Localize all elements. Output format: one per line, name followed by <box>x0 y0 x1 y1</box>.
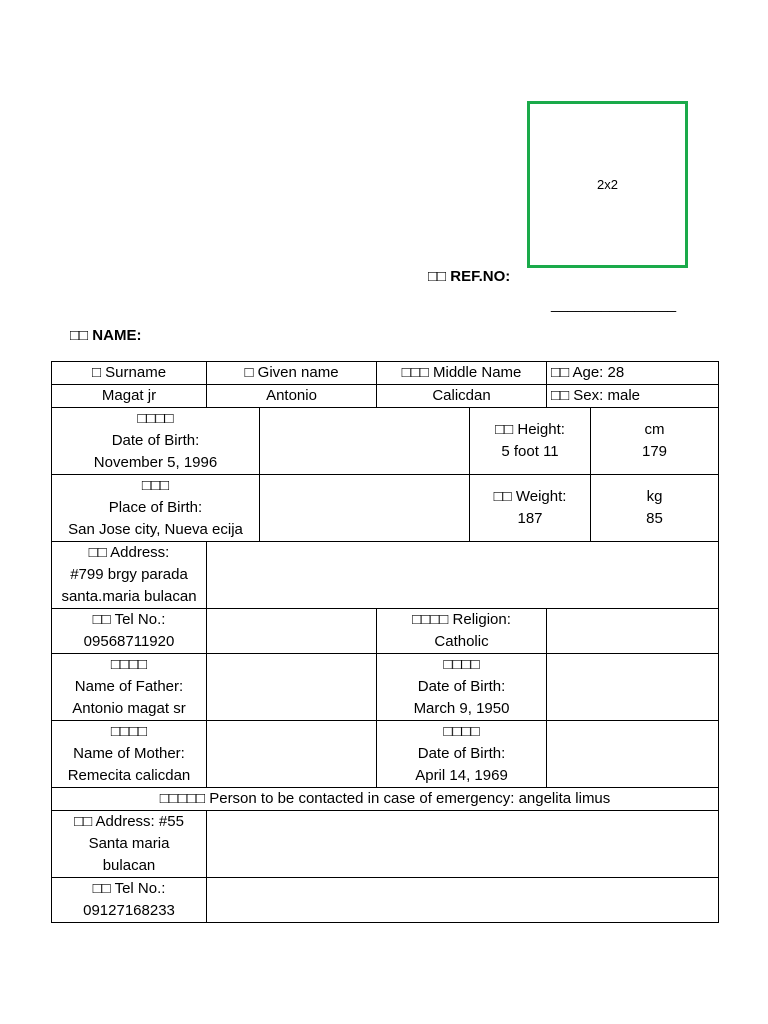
birth-row <box>52 408 719 475</box>
father-name-cell <box>52 654 207 721</box>
weight-cell <box>470 475 591 542</box>
emergency-tel-label: □□ Tel No.: <box>92 880 166 897</box>
weight-value: 187 <box>517 510 543 527</box>
name-section-label: □□ NAME: <box>70 327 142 344</box>
mother-name-cell <box>52 721 207 788</box>
height-unit: cm <box>644 421 665 438</box>
sex-cell: □□ Sex: male <box>547 385 719 408</box>
weight-metric-cell <box>591 475 719 542</box>
date-of-birth-cell <box>52 408 260 475</box>
middle-name-header: □□□ Middle Name <box>377 362 547 385</box>
father-dob-blank-cell <box>547 654 719 721</box>
age-cell: □□ Age: 28 <box>547 362 719 385</box>
emergency-row <box>52 788 719 811</box>
weight-unit: kg <box>646 488 663 505</box>
surname-value: Magat jr <box>52 385 207 408</box>
emergency-address-blank-cell <box>207 811 719 878</box>
address-line-1: #799 brgy parada <box>70 566 188 583</box>
father-dob-label: Date of Birth: <box>417 678 506 695</box>
address-blank-cell <box>207 542 719 609</box>
personal-info-table <box>51 361 719 923</box>
mother-dob-label: Date of Birth: <box>417 745 506 762</box>
father-label: Name of Father: <box>74 678 184 695</box>
address-cell <box>52 542 207 609</box>
surname-header: □ Surname <box>52 362 207 385</box>
place-blank-cell <box>260 475 470 542</box>
photo-placeholder-box <box>527 101 688 268</box>
emergency-address-cell <box>52 811 207 878</box>
height-metric-value: 179 <box>642 443 668 460</box>
religion-cell <box>377 609 547 654</box>
religion-blank-cell <box>547 609 719 654</box>
emergency-tel-row <box>52 878 719 923</box>
father-cjk-label: □□□□ <box>110 656 148 673</box>
emergency-tel-value: 09127168233 <box>83 902 175 919</box>
height-cell <box>470 408 591 475</box>
dob-cjk-label: □□□□ <box>137 410 174 427</box>
dob-value: November 5, 1996 <box>93 454 218 471</box>
father-dob-cell <box>377 654 547 721</box>
mother-cjk-label: □□□□ <box>110 723 148 740</box>
mother-row <box>52 721 719 788</box>
name-header-row <box>52 362 719 385</box>
middle-name-value: Calicdan <box>377 385 547 408</box>
place-row <box>52 475 719 542</box>
height-metric-cell <box>591 408 719 475</box>
religion-label: □□□□ Religion: <box>412 611 511 628</box>
place-of-birth-cell <box>52 475 260 542</box>
address-label: □□ Address: <box>88 544 170 561</box>
height-value: 5 foot 11 <box>501 443 559 460</box>
name-value-row <box>52 385 719 408</box>
mother-value: Remecita calicdan <box>67 767 191 784</box>
height-label: □□ Height: <box>495 421 565 438</box>
emergency-address-line-1: □□ Address: #55 <box>74 813 184 830</box>
father-dob-value: March 9, 1950 <box>413 700 510 717</box>
emergency-address-line-2: Santa maria <box>88 835 170 852</box>
mother-blank-cell <box>207 721 377 788</box>
emergency-address-row <box>52 811 719 878</box>
place-label: Place of Birth: <box>108 499 203 516</box>
mother-dob-blank-cell <box>547 721 719 788</box>
emergency-contact-cell: □□□□□ Person to be contacted in case of emergency: angelita limus <box>52 788 719 811</box>
tel-cell <box>52 609 207 654</box>
place-value: San Jose city, Nueva ecija <box>68 521 243 538</box>
photo-size-label: 2x2 <box>597 177 618 192</box>
weight-metric-value: 85 <box>646 510 663 527</box>
dob-label: Date of Birth: <box>111 432 200 449</box>
tel-label: □□ Tel No.: <box>92 611 166 628</box>
tel-value: 09568711920 <box>83 633 175 650</box>
dob-blank-cell <box>260 408 470 475</box>
ref-no-label: □□ REF.NO: <box>428 268 511 285</box>
religion-value: Catholic <box>434 633 489 650</box>
address-row <box>52 542 719 609</box>
ref-no-blank: _______________ <box>551 296 677 313</box>
father-dob-cjk-label: □□□□ <box>443 656 480 673</box>
address-line-2: santa.maria bulacan <box>61 588 197 605</box>
given-name-header: □ Given name <box>207 362 377 385</box>
tel-religion-row <box>52 609 719 654</box>
mother-label: Name of Mother: <box>73 745 185 762</box>
weight-label: □□ Weight: <box>493 488 567 505</box>
father-value: Antonio magat sr <box>72 700 186 717</box>
father-row <box>52 654 719 721</box>
mother-dob-cjk-label: □□□□ <box>443 723 480 740</box>
emergency-address-line-3: bulacan <box>102 857 156 874</box>
tel-blank-cell <box>207 609 377 654</box>
place-cjk-label: □□□ <box>141 477 170 494</box>
emergency-tel-blank-cell <box>207 878 719 923</box>
mother-dob-value: April 14, 1969 <box>415 767 508 784</box>
emergency-tel-cell <box>52 878 207 923</box>
mother-dob-cell <box>377 721 547 788</box>
given-name-value: Antonio <box>207 385 377 408</box>
father-blank-cell <box>207 654 377 721</box>
